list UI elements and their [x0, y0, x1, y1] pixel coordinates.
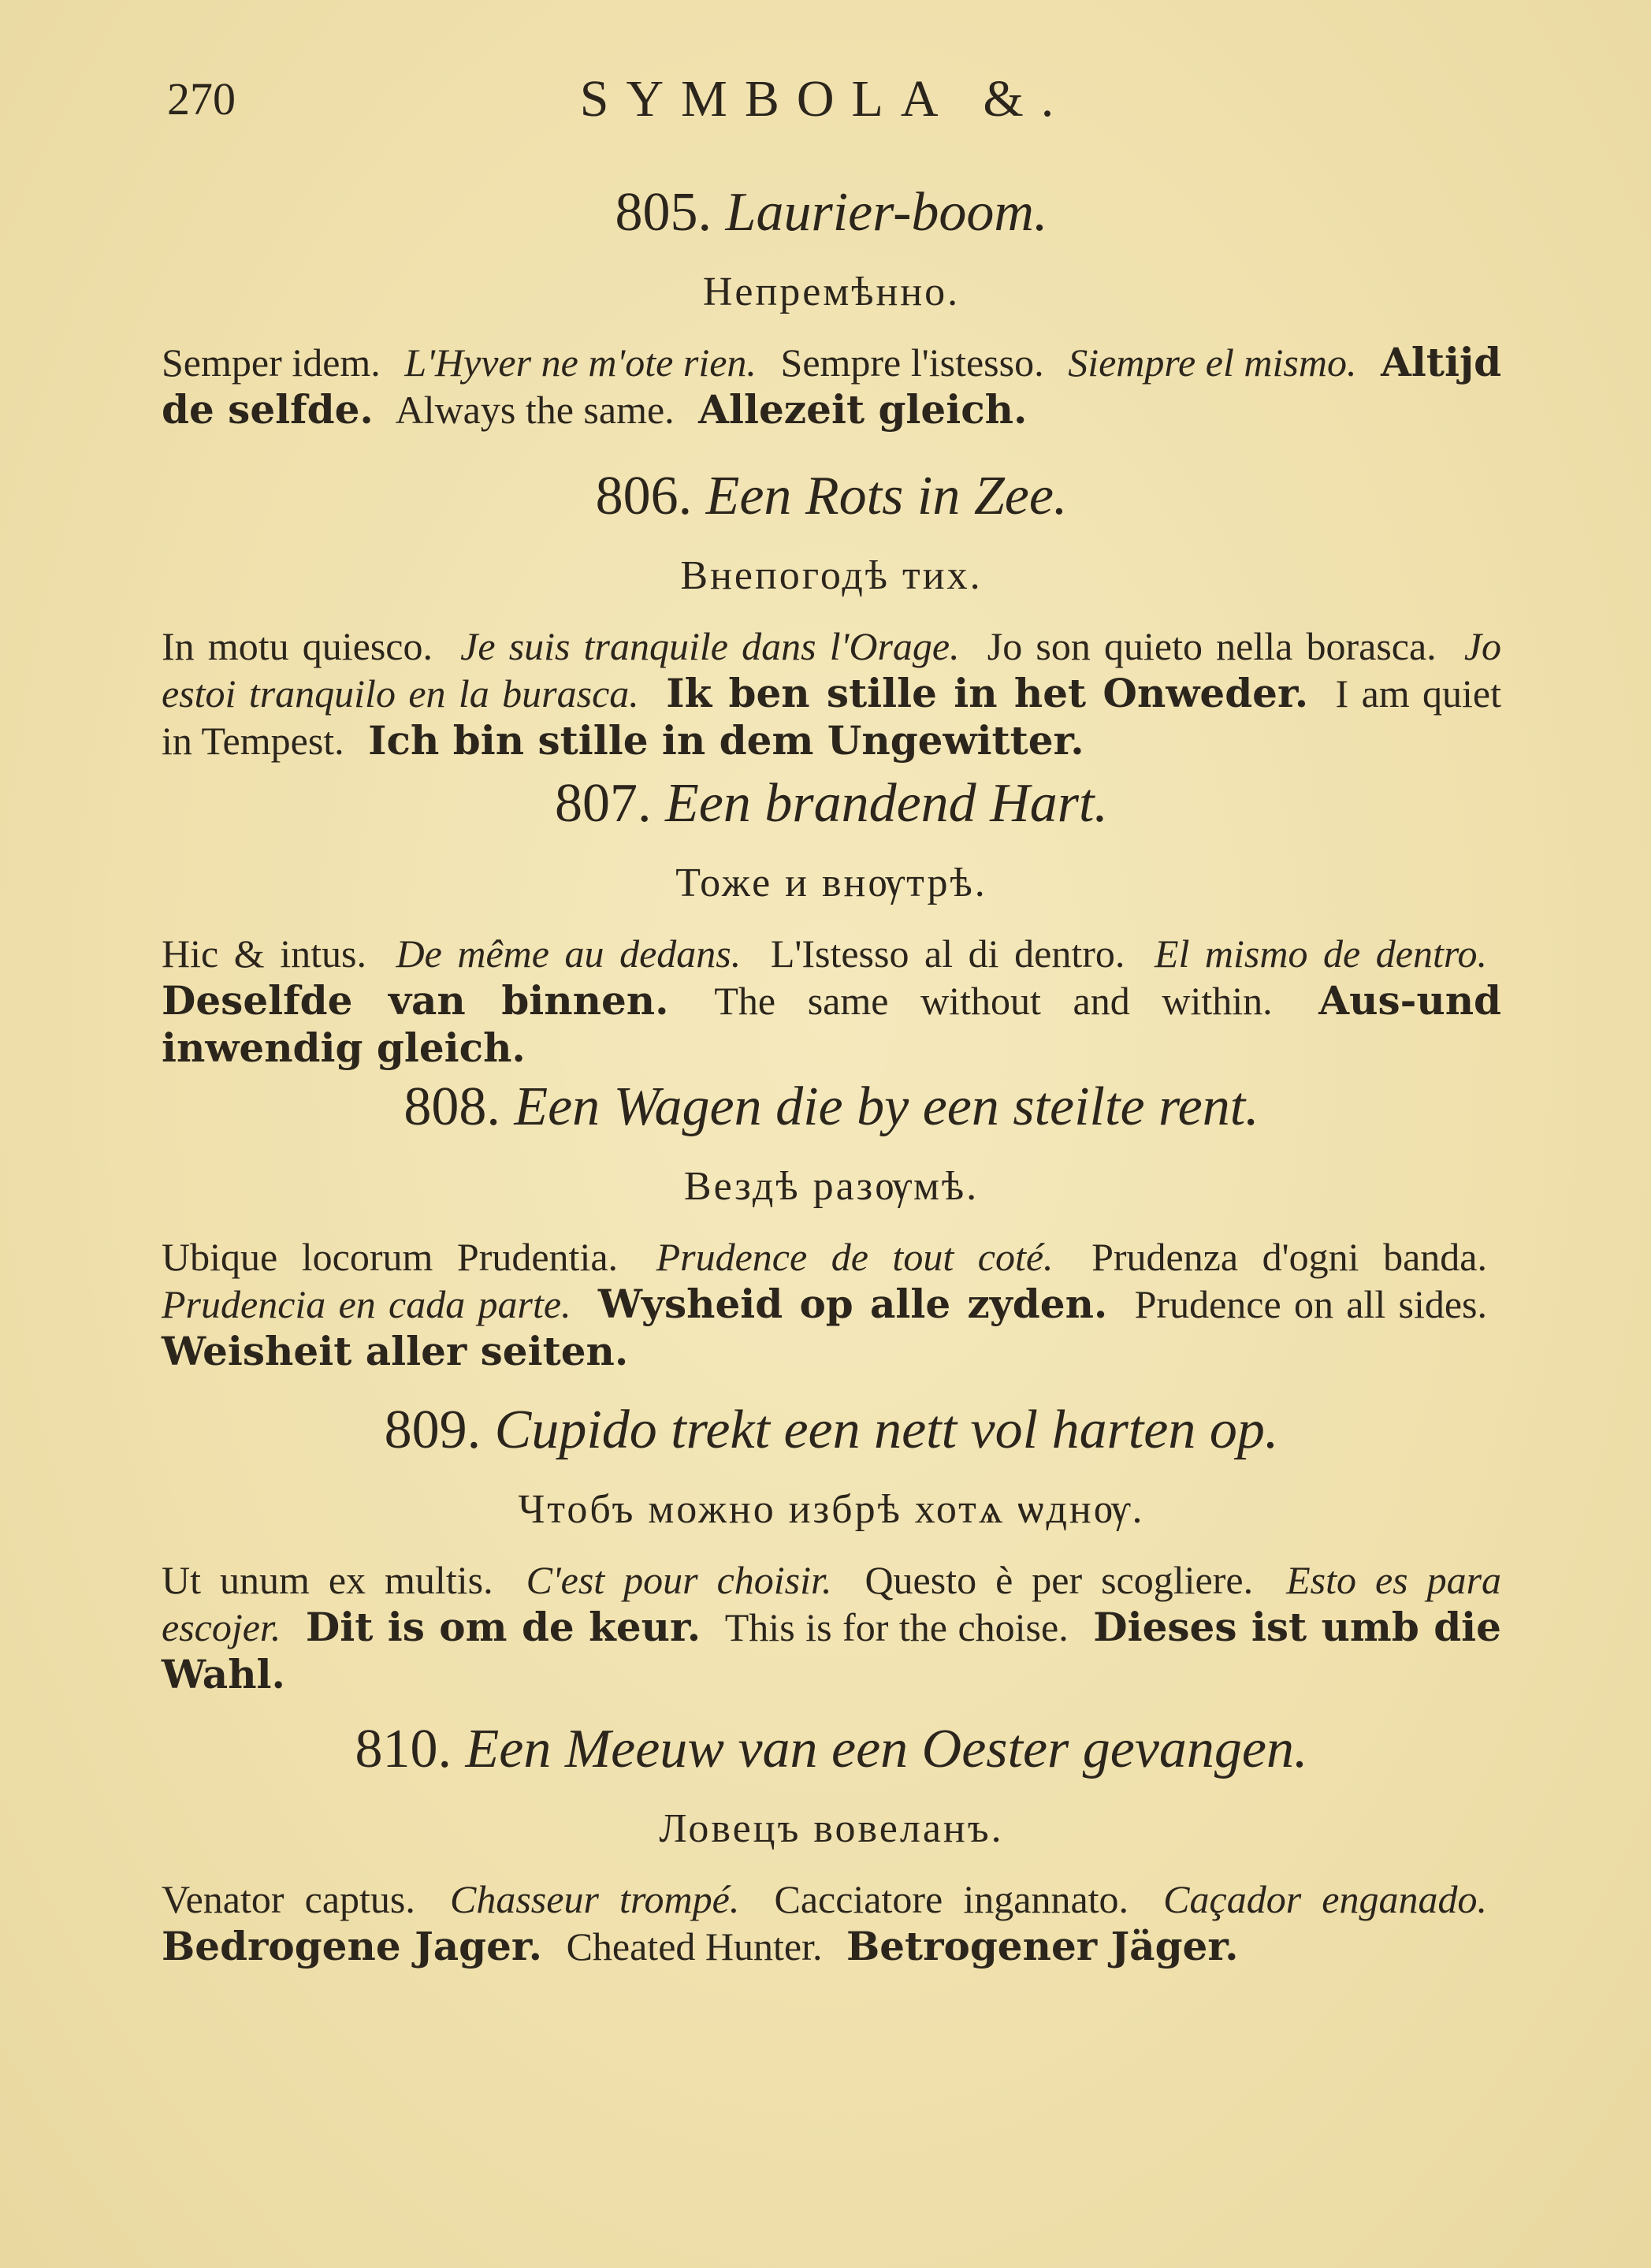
- motto-french: Chasseur trompé.: [450, 1877, 740, 1921]
- motto-dutch: Altijd de selfde.: [162, 339, 1502, 433]
- page-number: 270: [167, 73, 236, 125]
- entry-809: [162, 1399, 1501, 1698]
- motto-latin: Semper idem.: [162, 340, 381, 385]
- entry-805: [162, 181, 1501, 433]
- motto-translations: [162, 339, 1501, 433]
- motto-english: This is for the choise.: [724, 1605, 1069, 1649]
- entry-name: Cupido trekt een nett vol harten op.: [494, 1400, 1279, 1460]
- entry-title: [162, 1718, 1501, 1781]
- motto-translations: [162, 930, 1501, 1072]
- motto-italian: Jo son quieto nella borasca.: [987, 624, 1437, 668]
- motto-french: Prudence de tout coté.: [656, 1235, 1054, 1279]
- motto-latin: Venator captus.: [162, 1877, 415, 1921]
- motto-latin: Ut unum ex multis.: [162, 1558, 493, 1602]
- entry-name: Laurier-boom.: [725, 182, 1048, 243]
- motto-dutch: Bedrogene Jager.: [162, 1923, 543, 1969]
- entry-number: 807.: [555, 773, 652, 834]
- slavonic-motto: Тоже и внѹтрѣ.: [675, 861, 987, 905]
- motto-french: De même au dedans.: [396, 931, 742, 976]
- motto-spanish: Prudencia en cada parte.: [162, 1282, 571, 1326]
- motto-spanish: Jo estoi tranquilo en la burasca.: [162, 624, 1502, 716]
- motto-english: The same without and within.: [714, 979, 1273, 1023]
- entry-808: [162, 1076, 1501, 1375]
- motto-dutch: Ik ben stille in het Onweder.: [666, 670, 1309, 716]
- motto-german: Betrogener Jäger.: [846, 1923, 1239, 1969]
- entry-number: 808.: [403, 1076, 500, 1137]
- motto-spanish: Siempre el mismo.: [1068, 340, 1357, 385]
- slavonic-motto: Непремѣнно.: [702, 270, 961, 314]
- entry-name: Een Rots in Zee.: [705, 466, 1068, 526]
- motto-italian: L'Istesso al di dentro.: [770, 931, 1125, 976]
- motto-german: Allezeit gleich.: [698, 386, 1028, 433]
- motto-italian: Cacciatore ingannato.: [774, 1877, 1129, 1921]
- motto-italian: Questo è per scogliere.: [865, 1558, 1254, 1602]
- motto-spanish: El mismo de dentro.: [1154, 931, 1487, 976]
- entry-number: 809.: [384, 1400, 482, 1460]
- slavonic-motto: Внепогодѣ тих.: [680, 553, 983, 598]
- entry-807: [162, 772, 1501, 1072]
- motto-german: Ich bin stille in dem Ungewitter.: [368, 717, 1084, 764]
- entry-810: [162, 1718, 1501, 1970]
- motto-french: L'Hyver ne m'ote rien.: [404, 340, 757, 385]
- motto-latin: Hic & intus.: [162, 931, 366, 976]
- entry-title: [162, 772, 1501, 835]
- motto-english: Prudence on all sides.: [1134, 1282, 1488, 1326]
- slavonic-motto: Вездѣ разѹмѣ.: [683, 1164, 980, 1209]
- motto-dutch: Wysheid op alle zyden.: [597, 1281, 1108, 1327]
- motto-translations: [162, 623, 1501, 764]
- motto-dutch: Dit is om de keur.: [305, 1604, 701, 1650]
- motto-translations: [162, 1233, 1501, 1375]
- entry-number: 805.: [615, 182, 712, 243]
- motto-german: Weisheit aller seiten.: [162, 1328, 629, 1374]
- motto-french: Je suis tranquile dans l'Orage.: [460, 624, 960, 668]
- entry-806: [162, 465, 1501, 764]
- entry-number: 806.: [595, 466, 693, 526]
- entry-name: Een Wagen die by een steilte rent.: [514, 1076, 1259, 1137]
- motto-english: Cheated Hunter.: [566, 1924, 823, 1969]
- motto-translations: [162, 1556, 1501, 1698]
- slavonic-motto: Ловецъ вовеланъ.: [659, 1806, 1004, 1851]
- entry-number: 810.: [355, 1719, 452, 1779]
- motto-spanish: Caçador enganado.: [1163, 1877, 1487, 1921]
- motto-italian: Sempre l'istesso.: [780, 340, 1044, 385]
- motto-english: I am quiet in Tempest.: [162, 671, 1502, 763]
- motto-german: Aus-und inwendig gleich.: [162, 977, 1502, 1071]
- entry-name: Een Meeuw van een Oester gevangen.: [465, 1719, 1308, 1779]
- entry-title: [162, 1399, 1501, 1462]
- running-head: SYMBOLA &.: [579, 70, 1072, 128]
- motto-english: Always the same.: [395, 388, 675, 432]
- motto-latin: Ubique locorum Prudentia.: [162, 1235, 619, 1279]
- motto-spanish: Esto es para escojer.: [162, 1558, 1502, 1649]
- entry-title: [162, 465, 1501, 528]
- entry-title: [162, 181, 1501, 244]
- entry-name: Een brandend Hart.: [665, 773, 1108, 834]
- motto-french: C'est pour choisir.: [526, 1558, 832, 1602]
- motto-latin: In motu quiesco.: [162, 624, 433, 668]
- motto-dutch: Deselfde van binnen.: [162, 977, 669, 1024]
- motto-translations: [162, 1876, 1501, 1970]
- entry-title: [162, 1076, 1501, 1139]
- motto-german: Dieses ist umb die Wahl.: [162, 1604, 1501, 1697]
- motto-italian: Prudenza d'ogni banda.: [1091, 1235, 1487, 1279]
- slavonic-motto: Чтобъ можно избрѣ хотѧ ѡднѹ.: [518, 1487, 1145, 1532]
